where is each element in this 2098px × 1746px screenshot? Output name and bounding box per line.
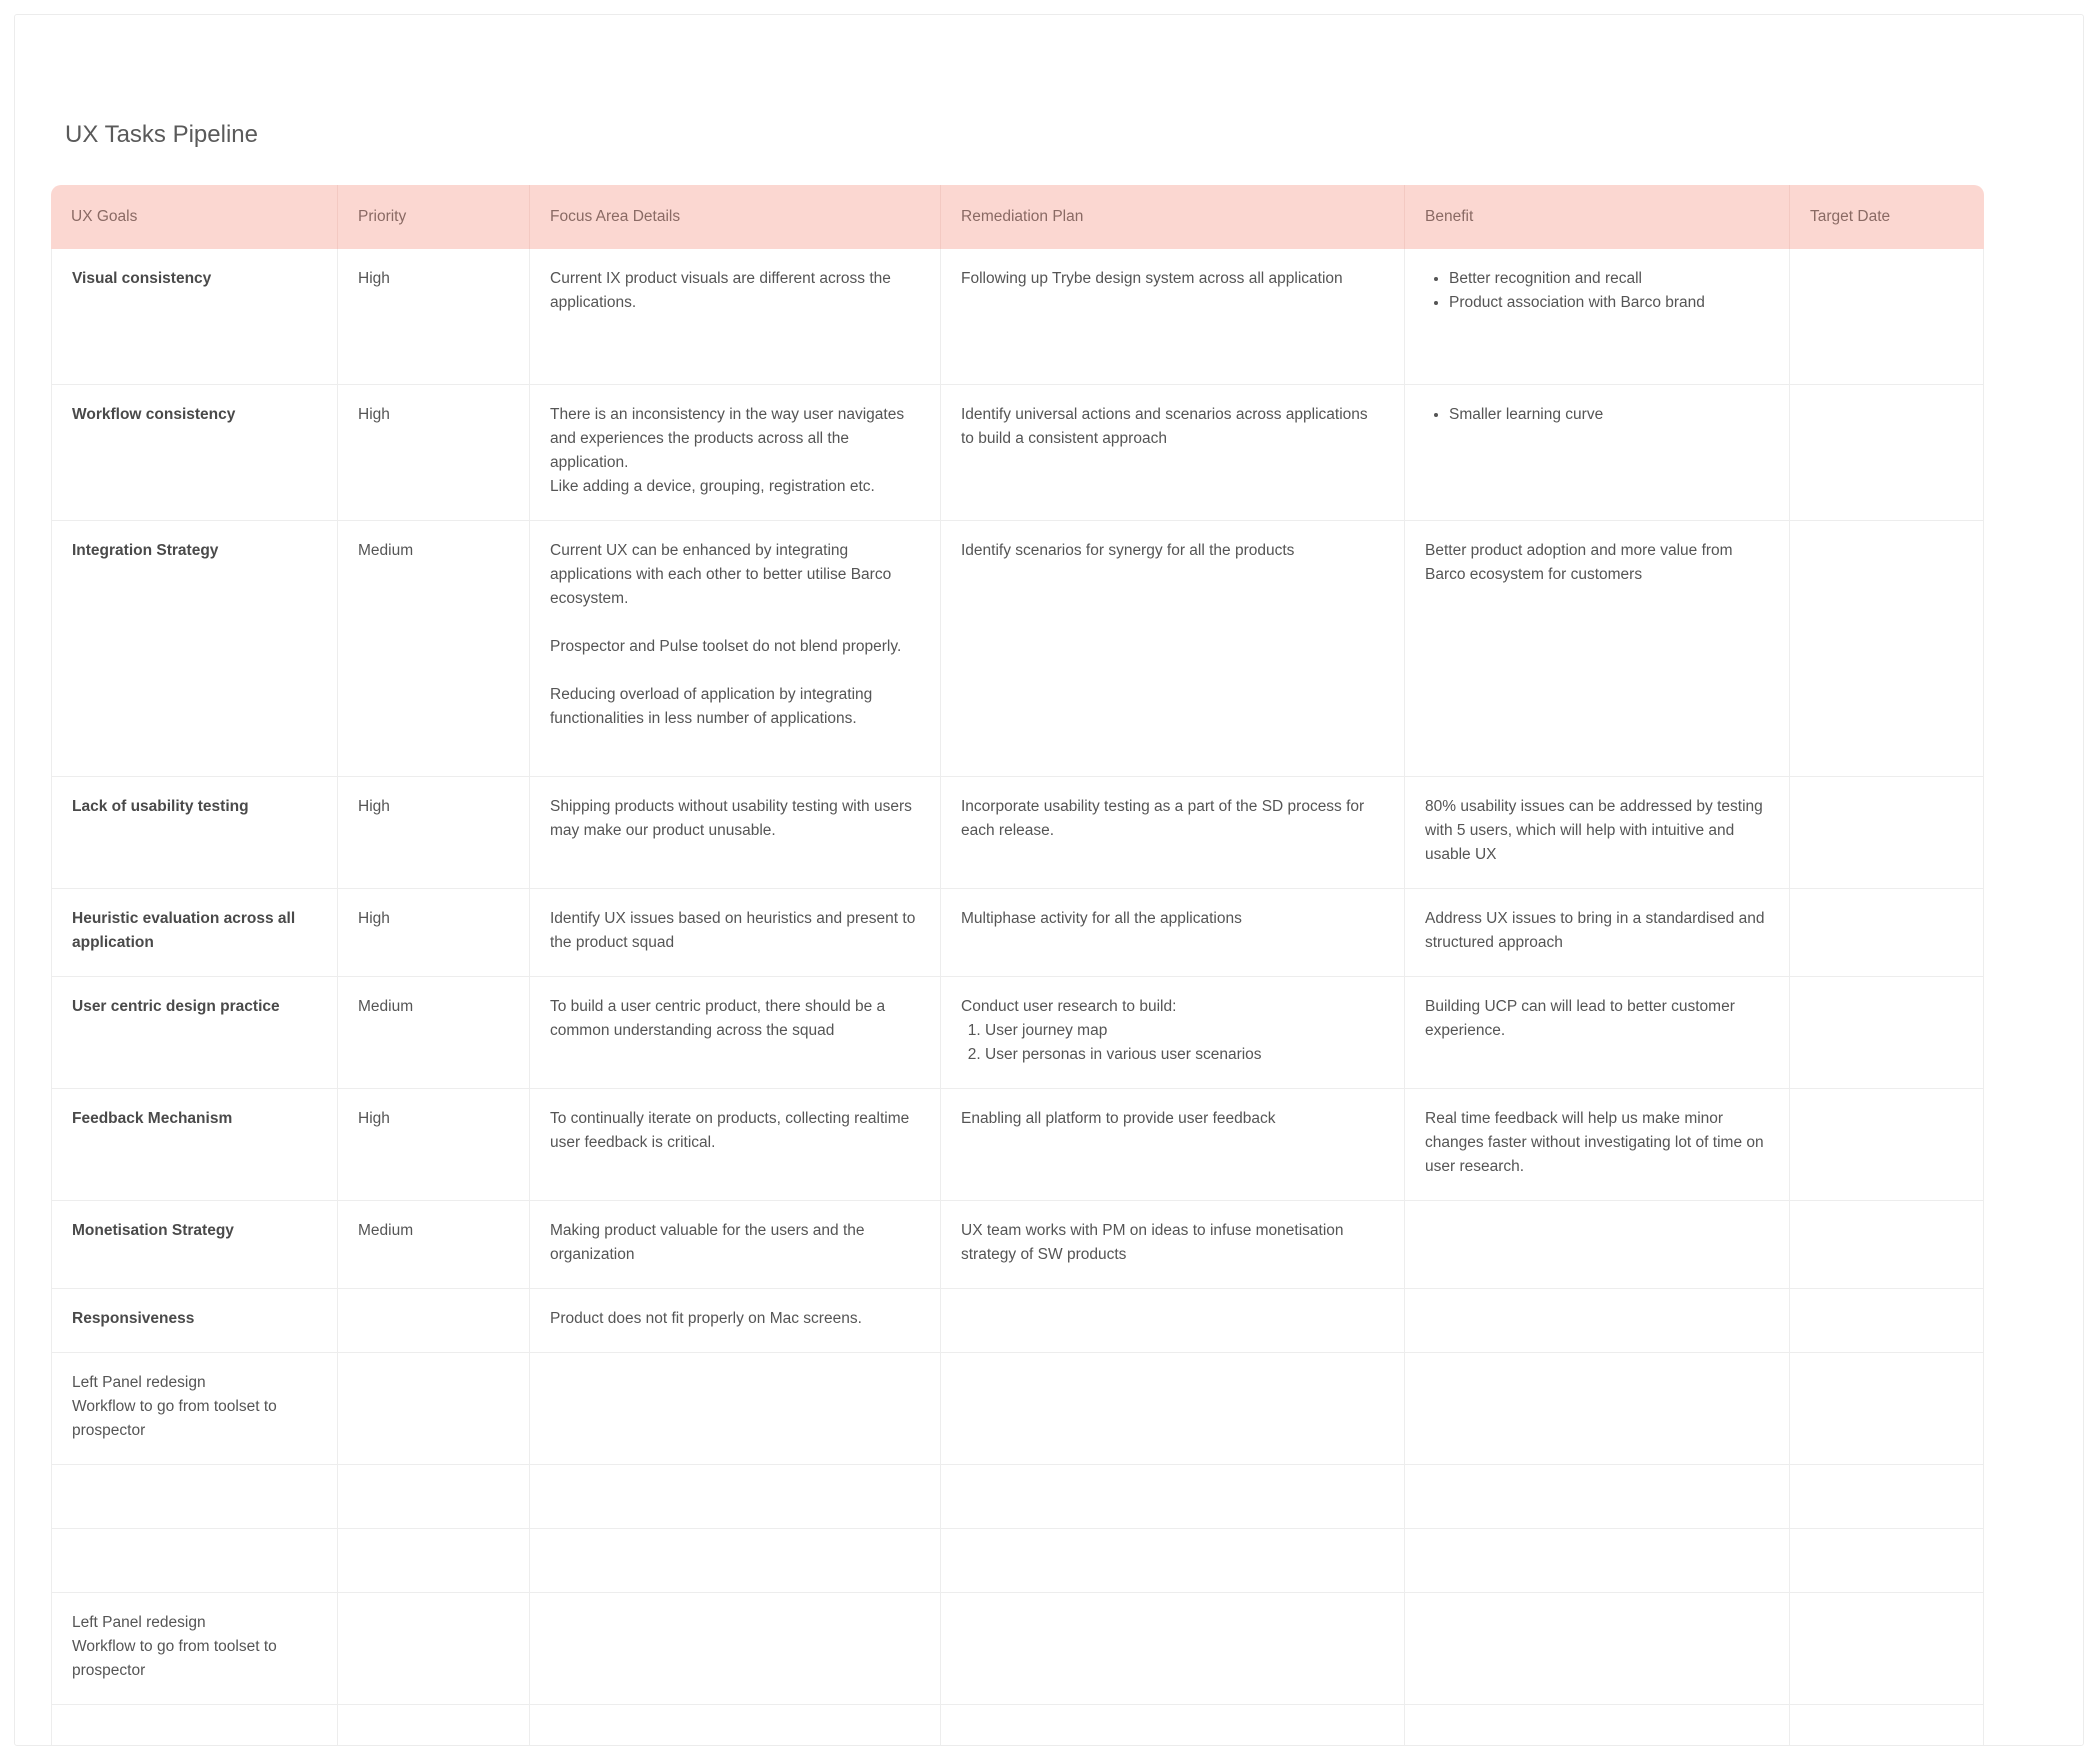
cell-benefit[interactable] [1405, 1593, 1790, 1705]
cell-ux-goal[interactable] [51, 977, 338, 1089]
cell-ux-goal[interactable] [51, 1465, 338, 1529]
table-row[interactable] [51, 385, 1984, 521]
remediation-paragraph: Multiphase activity for all the applications [961, 910, 1242, 927]
cell-priority[interactable] [338, 1593, 530, 1705]
cell-priority[interactable] [338, 1529, 530, 1593]
ux-goal-text: Heuristic evaluation across all application [72, 910, 296, 951]
ux-tasks-table [51, 185, 1984, 1746]
document-canvas [14, 14, 2084, 1746]
cell-ux-goal[interactable] [51, 385, 338, 521]
cell-ux-goal[interactable] [51, 889, 338, 977]
benefit-text: Building UCP can will lead to better customer experience. [1425, 998, 1735, 1039]
cell-priority[interactable] [338, 249, 530, 385]
remediation-paragraph: UX team works with PM on ideas to infuse monetisation strategy of SW products [961, 1222, 1344, 1263]
ux-goal-text: Monetisation Strategy [72, 1222, 234, 1239]
remediation-numbered-list [961, 1019, 1384, 1067]
cell-priority[interactable] [338, 1289, 530, 1353]
list-item: • Smaller learning curve [1449, 403, 1769, 427]
cell-benefit[interactable] [1405, 1465, 1790, 1529]
cell-remediation-plan[interactable] [941, 1201, 1405, 1289]
cell-target-date[interactable] [1790, 1465, 1984, 1529]
cell-focus-area-details[interactable] [530, 777, 941, 889]
column-header-target-date[interactable]: Target Date [1790, 185, 1984, 249]
ux-goal-text: Left Panel redesign Workflow to go from toolset to prospector [72, 1614, 277, 1679]
cell-focus-area-details[interactable] [530, 1529, 941, 1593]
ux-goal-text: Workflow consistency [72, 406, 236, 423]
cell-priority[interactable] [338, 385, 530, 521]
benefit-bullet-list [1425, 267, 1769, 315]
focus-paragraph: Making product valuable for the users and the organization [550, 1222, 865, 1263]
table-body [51, 249, 1984, 1746]
ux-goal-text: Responsiveness [72, 1310, 195, 1327]
cell-remediation-plan[interactable] [941, 1593, 1405, 1705]
remediation-paragraph: Identify scenarios for synergy for all the products [961, 542, 1295, 559]
cell-focus-area-details[interactable] [530, 977, 941, 1089]
priority-text: High [358, 270, 390, 287]
table-row[interactable] [51, 1593, 1984, 1705]
table-row[interactable] [51, 1201, 1984, 1289]
cell-remediation-plan[interactable] [941, 977, 1405, 1089]
cell-ux-goal[interactable] [51, 777, 338, 889]
benefit-bullet-list [1425, 403, 1769, 427]
cell-remediation-plan[interactable] [941, 889, 1405, 977]
cell-target-date[interactable] [1790, 777, 1984, 889]
benefit-text: 80% usability issues can be addressed by testing with 5 users, which will help with intuitive and usable UX [1425, 798, 1763, 863]
cell-remediation-plan[interactable] [941, 1705, 1405, 1746]
cell-focus-area-details[interactable] [530, 1593, 941, 1705]
table-row[interactable] [51, 521, 1984, 777]
table-row[interactable] [51, 249, 1984, 385]
cell-benefit[interactable] [1405, 1289, 1790, 1353]
cell-benefit[interactable] [1405, 977, 1790, 1089]
ux-goal-text: User centric design practice [72, 998, 280, 1015]
cell-benefit[interactable] [1405, 1705, 1790, 1746]
cell-ux-goal[interactable] [51, 521, 338, 777]
table-row[interactable] [51, 777, 1984, 889]
column-header-benefit[interactable]: Benefit [1405, 185, 1790, 249]
cell-benefit[interactable] [1405, 777, 1790, 889]
cell-target-date[interactable] [1790, 1593, 1984, 1705]
cell-ux-goal[interactable] [51, 1089, 338, 1201]
priority-text: Medium [358, 998, 414, 1015]
cell-priority[interactable] [338, 1705, 530, 1746]
cell-priority[interactable] [338, 777, 530, 889]
cell-target-date[interactable] [1790, 1705, 1984, 1746]
cell-focus-area-details[interactable] [530, 1353, 941, 1465]
priority-text: High [358, 1110, 390, 1127]
list-item: 1. User journey map [985, 1019, 1384, 1043]
cell-benefit[interactable] [1405, 1353, 1790, 1465]
cell-benefit[interactable] [1405, 521, 1790, 777]
cell-focus-area-details[interactable] [530, 521, 941, 777]
cell-remediation-plan[interactable] [941, 1089, 1405, 1201]
cell-remediation-plan[interactable] [941, 1353, 1405, 1465]
focus-paragraph: Reducing overload of application by integrating functionalities in less number of applications. [550, 686, 873, 727]
cell-remediation-plan[interactable] [941, 521, 1405, 777]
cell-ux-goal[interactable] [51, 1353, 338, 1465]
cell-target-date[interactable] [1790, 1289, 1984, 1353]
cell-priority[interactable] [338, 1089, 530, 1201]
remediation-paragraph: Enabling all platform to provide user feedback [961, 1110, 1276, 1127]
cell-target-date[interactable] [1790, 1353, 1984, 1465]
cell-priority[interactable] [338, 977, 530, 1089]
table-row[interactable] [51, 889, 1984, 977]
column-header-focus-area-details[interactable]: Focus Area Details [530, 185, 941, 249]
cell-ux-goal[interactable] [51, 249, 338, 385]
cell-target-date[interactable] [1790, 977, 1984, 1089]
table-row[interactable] [51, 1529, 1984, 1593]
ux-goal-text: Left Panel redesign Workflow to go from toolset to prospector [72, 1374, 277, 1439]
cell-ux-goal[interactable] [51, 1705, 338, 1746]
cell-remediation-plan[interactable] [941, 385, 1405, 521]
cell-ux-goal[interactable] [51, 1529, 338, 1593]
cell-target-date[interactable] [1790, 1089, 1984, 1201]
focus-paragraph: There is an inconsistency in the way user navigates and experiences the products across all the application. Like adding a device, grouping, registration etc. [550, 406, 905, 495]
cell-focus-area-details[interactable] [530, 1465, 941, 1529]
remediation-paragraph: Incorporate usability testing as a part of the SD process for each release. [961, 798, 1365, 839]
table-row[interactable] [51, 1089, 1984, 1201]
column-header-remediation-plan[interactable]: Remediation Plan [941, 185, 1405, 249]
cell-remediation-plan[interactable] [941, 777, 1405, 889]
table-row[interactable] [51, 977, 1984, 1089]
cell-benefit[interactable] [1405, 1089, 1790, 1201]
cell-target-date[interactable] [1790, 521, 1984, 777]
cell-focus-area-details[interactable] [530, 1201, 941, 1289]
cell-focus-area-details[interactable] [530, 1089, 941, 1201]
focus-paragraph: Current UX can be enhanced by integrating applications with each other to better utilise Barco ecosystem. [550, 542, 892, 607]
page-title: UX Tasks Pipeline [65, 121, 258, 148]
cell-remediation-plan[interactable] [941, 1529, 1405, 1593]
cell-focus-area-details[interactable] [530, 1705, 941, 1746]
cell-benefit[interactable] [1405, 889, 1790, 977]
cell-target-date[interactable] [1790, 249, 1984, 385]
cell-priority[interactable] [338, 521, 530, 777]
table-row[interactable] [51, 1353, 1984, 1465]
benefit-text: Better product adoption and more value from Barco ecosystem for customers [1425, 542, 1733, 583]
priority-text: High [358, 798, 390, 815]
focus-paragraph: To build a user centric product, there should be a common understanding across the squad [550, 998, 886, 1039]
cell-remediation-plan[interactable] [941, 249, 1405, 385]
ux-goal-text: Visual consistency [72, 270, 212, 287]
ux-goal-text: Integration Strategy [72, 542, 219, 559]
benefit-text: Real time feedback will help us make minor changes faster without investigating lot of time on user research. [1425, 1110, 1764, 1175]
cell-target-date[interactable] [1790, 385, 1984, 521]
cell-target-date[interactable] [1790, 1201, 1984, 1289]
column-header-priority[interactable]: Priority [338, 185, 530, 249]
priority-text: Medium [358, 1222, 414, 1239]
priority-text: High [358, 910, 390, 927]
focus-paragraph: Product does not fit properly on Mac screens. [550, 1310, 862, 1327]
benefit-text: Address UX issues to bring in a standardised and structured approach [1425, 910, 1765, 951]
cell-focus-area-details[interactable] [530, 1289, 941, 1353]
cell-target-date[interactable] [1790, 1529, 1984, 1593]
cell-target-date[interactable] [1790, 889, 1984, 977]
table-row[interactable] [51, 1289, 1984, 1353]
ux-goal-text: Lack of usability testing [72, 798, 249, 815]
cell-benefit[interactable] [1405, 1529, 1790, 1593]
remediation-paragraph: Conduct user research to build: [961, 998, 1177, 1015]
cell-benefit[interactable] [1405, 249, 1790, 385]
priority-text: High [358, 406, 390, 423]
list-item: 2. User personas in various user scenarios [985, 1043, 1384, 1067]
focus-paragraph: Prospector and Pulse toolset do not blend properly. [550, 638, 902, 655]
cell-benefit[interactable] [1405, 1201, 1790, 1289]
table-row[interactable] [51, 1705, 1984, 1746]
cell-priority[interactable] [338, 1353, 530, 1465]
list-item: • Product association with Barco brand [1449, 291, 1769, 315]
cell-benefit[interactable] [1405, 385, 1790, 521]
cell-focus-area-details[interactable] [530, 889, 941, 977]
cell-priority[interactable] [338, 1201, 530, 1289]
cell-focus-area-details[interactable] [530, 385, 941, 521]
table-row[interactable] [51, 1465, 1984, 1529]
ux-goal-text: Feedback Mechanism [72, 1110, 233, 1127]
remediation-paragraph: Following up Trybe design system across all application [961, 270, 1343, 287]
cell-focus-area-details[interactable] [530, 249, 941, 385]
column-header-ux-goals[interactable]: UX Goals [51, 185, 338, 249]
focus-paragraph: Current IX product visuals are different across the applications. [550, 270, 891, 311]
cell-priority[interactable] [338, 1465, 530, 1529]
table-header-row [51, 185, 1984, 249]
cell-ux-goal[interactable] [51, 1593, 338, 1705]
focus-paragraph: Identify UX issues based on heuristics and present to the product squad [550, 910, 916, 951]
focus-paragraph: Shipping products without usability testing with users may make our product unusable. [550, 798, 912, 839]
cell-remediation-plan[interactable] [941, 1465, 1405, 1529]
remediation-paragraph: Identify universal actions and scenarios across applications to build a consistent approach [961, 406, 1368, 447]
list-item: • Better recognition and recall [1449, 267, 1769, 291]
focus-paragraph: To continually iterate on products, collecting realtime user feedback is critical. [550, 1110, 910, 1151]
cell-ux-goal[interactable] [51, 1289, 338, 1353]
cell-remediation-plan[interactable] [941, 1289, 1405, 1353]
cell-ux-goal[interactable] [51, 1201, 338, 1289]
priority-text: Medium [358, 542, 414, 559]
cell-priority[interactable] [338, 889, 530, 977]
